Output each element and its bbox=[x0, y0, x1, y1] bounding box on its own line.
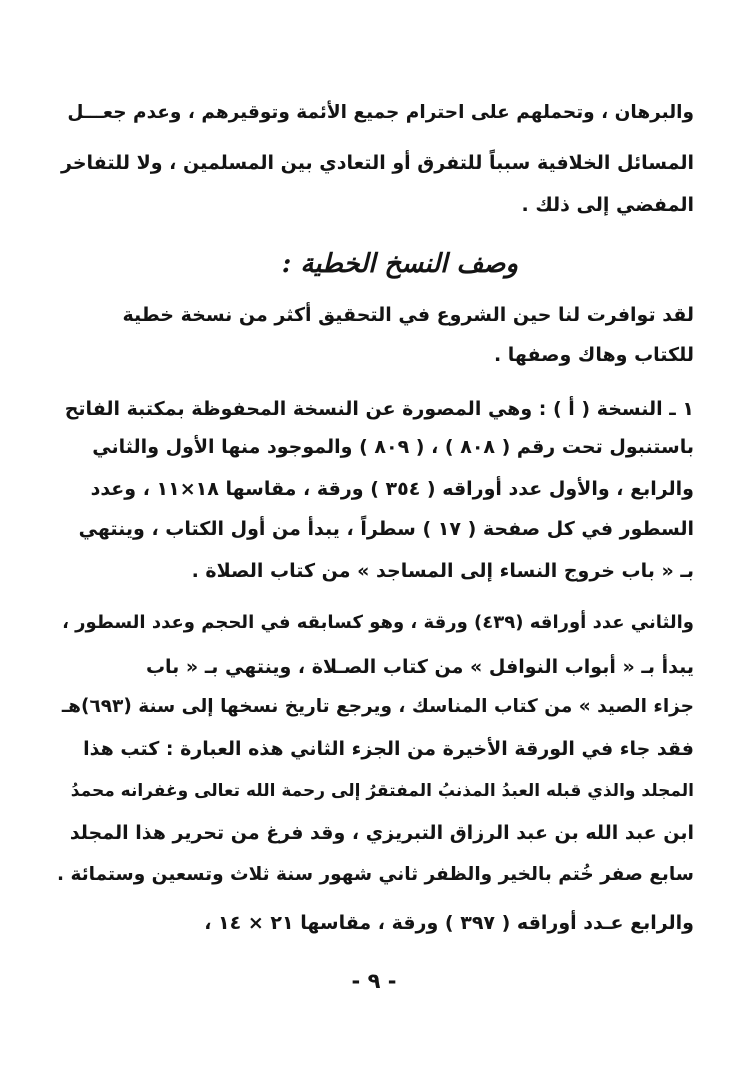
intro-line-2: المسائل الخلافية سبباً للتفرق أو التعادي بين المسلمين ، ولا للتفاخر bbox=[61, 152, 694, 174]
second-volume-line-5: المجلد والذي قبله العبدُ المذنبُ المفتقرُ إلى رحمة الله تعالى وغفرانه محمدُ bbox=[70, 781, 694, 801]
second-volume-line-1: والثاني عدد أوراقه (٤٣٩) ورقة ، وهو كسابقه في الحجم وعدد السطور ، bbox=[62, 612, 694, 633]
intro-line-1: والبرهان ، وتحملهم على احترام جميع الأئمة وتوقيرهم ، وعدم جعـــل bbox=[67, 102, 694, 123]
copy-a-line-1: ١ ـ النسخة ( أ ) : وهي المصورة عن النسخة المحفوظة بمكتبة الفاتح bbox=[64, 398, 694, 420]
second-volume-line-4: فقد جاء في الورقة الأخيرة من الجزء الثاني هذه العبارة : كتب هذا bbox=[83, 738, 694, 760]
page-number: - ٩ - bbox=[351, 969, 397, 993]
second-volume-line-3: جزاء الصيد » من كتاب المناسك ، ويرجع تاريخ نسخها إلى سنة (٦٩٣)هـ bbox=[61, 696, 694, 717]
second-volume-line-7: سابع صفر خُتم بالخير والظفر ثاني شهور سنة ثلاث وتسعين وستمائة . bbox=[57, 864, 694, 885]
copy-a-line-3: والرابع ، والأول عدد أوراقه ( ٣٥٤ ) ورقة ، مقاسها ١٨×١١ ، وعدد bbox=[90, 478, 694, 500]
description-line-2: للكتاب وهاك وصفها . bbox=[493, 344, 694, 366]
copy-a-line-2: باستنبول تحت رقم ( ٨٠٨ ) ، ( ٨٠٩ ) والموجود منها الأول والثاني bbox=[92, 436, 694, 458]
copy-a-line-5: بـ « باب خروج النساء إلى المساجد » من كتاب الصلاة . bbox=[191, 560, 694, 582]
second-volume-line-6: ابن عبد الله بن عبد الرزاق التبريزي ، وقد فرغ من تحرير هذا المجلد bbox=[69, 822, 694, 844]
copy-a-line-4: السطور في كل صفحة ( ١٧ ) سطراً ، يبدأ من أول الكتاب ، وينتهي bbox=[78, 518, 694, 540]
second-volume-line-2: يبدأ بـ « أبواب النوافل » من كتاب الصـلاة ، وينتهي بـ « باب bbox=[145, 656, 694, 678]
description-line-1: لقد توافرت لنا حين الشروع في التحقيق أكثر من نسخة خطية bbox=[122, 304, 694, 326]
fourth-volume-line: والرابع عـدد أوراقه ( ٣٩٧ ) ورقة ، مقاسها ٢١ × ١٤ ، bbox=[204, 912, 694, 934]
intro-line-3: المفضي إلى ذلك . bbox=[521, 194, 694, 216]
section-heading: وصف النسخ الخطية : bbox=[281, 249, 518, 279]
